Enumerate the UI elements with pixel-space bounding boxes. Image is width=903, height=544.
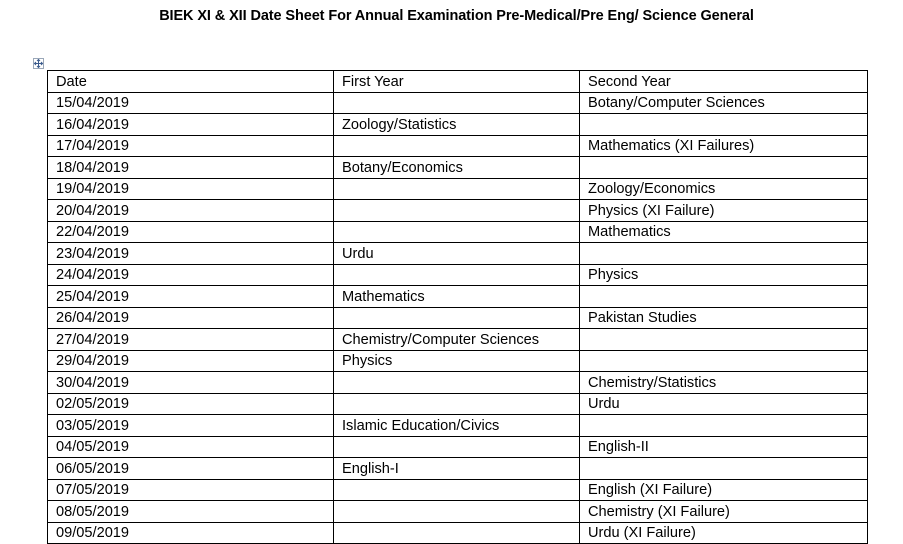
cell-date[interactable]: 04/05/2019 (48, 436, 334, 458)
cell-first-year[interactable] (334, 135, 580, 157)
date-sheet-table (47, 70, 868, 544)
cell-date[interactable]: 07/05/2019 (48, 479, 334, 501)
cell-second-year[interactable]: Mathematics (XI Failures) (580, 135, 868, 157)
table-row (48, 372, 868, 394)
cell-first-year[interactable]: Zoology/Statistics (334, 114, 580, 136)
cell-date[interactable]: 29/04/2019 (48, 350, 334, 372)
cell-second-year[interactable]: Chemistry/Statistics (580, 372, 868, 394)
table-row (48, 157, 868, 179)
cell-first-year[interactable]: Physics (334, 350, 580, 372)
table-row (48, 522, 868, 544)
cell-first-year[interactable] (334, 393, 580, 415)
cell-date[interactable]: 22/04/2019 (48, 221, 334, 243)
cell-date[interactable]: 24/04/2019 (48, 264, 334, 286)
table-row (48, 178, 868, 200)
cell-second-year[interactable] (580, 415, 868, 437)
cell-second-year[interactable]: Pakistan Studies (580, 307, 868, 329)
cell-second-year[interactable] (580, 350, 868, 372)
cell-first-year[interactable] (334, 436, 580, 458)
cell-date[interactable]: 15/04/2019 (48, 92, 334, 114)
table-row (48, 479, 868, 501)
cell-date[interactable]: 26/04/2019 (48, 307, 334, 329)
cell-date[interactable]: 02/05/2019 (48, 393, 334, 415)
cell-date[interactable]: 20/04/2019 (48, 200, 334, 222)
cell-second-year[interactable]: Physics (580, 264, 868, 286)
table-row (48, 286, 868, 308)
cell-second-year[interactable] (580, 286, 868, 308)
cell-date[interactable]: 06/05/2019 (48, 458, 334, 480)
cell-first-year[interactable]: Islamic Education/Civics (334, 415, 580, 437)
table-row (48, 264, 868, 286)
cell-second-year[interactable] (580, 458, 868, 480)
cell-date[interactable]: 18/04/2019 (48, 157, 334, 179)
table-row (48, 350, 868, 372)
table-row (48, 200, 868, 222)
cell-first-year[interactable] (334, 522, 580, 544)
cell-second-year[interactable]: Physics (XI Failure) (580, 200, 868, 222)
cell-date[interactable]: 23/04/2019 (48, 243, 334, 265)
cell-second-year[interactable]: Botany/Computer Sciences (580, 92, 868, 114)
table-row (48, 135, 868, 157)
cell-date[interactable]: 30/04/2019 (48, 372, 334, 394)
cell-date[interactable]: 08/05/2019 (48, 501, 334, 523)
cell-first-year[interactable] (334, 92, 580, 114)
cell-second-year[interactable]: Urdu (580, 393, 868, 415)
header-second-year[interactable]: Second Year (580, 71, 868, 93)
cell-date[interactable]: 19/04/2019 (48, 178, 334, 200)
cell-first-year[interactable]: English-I (334, 458, 580, 480)
cell-first-year[interactable] (334, 264, 580, 286)
cell-first-year[interactable] (334, 178, 580, 200)
cell-second-year[interactable] (580, 157, 868, 179)
cell-first-year[interactable] (334, 372, 580, 394)
cell-first-year[interactable]: Botany/Economics (334, 157, 580, 179)
cell-second-year[interactable]: Urdu (XI Failure) (580, 522, 868, 544)
table-row (48, 329, 868, 351)
header-date[interactable]: Date (48, 71, 334, 93)
cell-date[interactable]: 09/05/2019 (48, 522, 334, 544)
cell-second-year[interactable]: Zoology/Economics (580, 178, 868, 200)
page-title: BIEK XI & XII Date Sheet For Annual Examination Pre-Medical/Pre Eng/ Science General (159, 8, 754, 24)
move-handle-icon (34, 59, 43, 68)
table-row (48, 436, 868, 458)
cell-second-year[interactable]: Mathematics (580, 221, 868, 243)
cell-date[interactable]: 25/04/2019 (48, 286, 334, 308)
cell-second-year[interactable] (580, 243, 868, 265)
cell-date[interactable]: 03/05/2019 (48, 415, 334, 437)
cell-second-year[interactable]: English (XI Failure) (580, 479, 868, 501)
table-row (48, 307, 868, 329)
cell-first-year[interactable]: Mathematics (334, 286, 580, 308)
cell-date[interactable]: 16/04/2019 (48, 114, 334, 136)
table-row (48, 114, 868, 136)
cell-first-year[interactable] (334, 307, 580, 329)
table-row (48, 393, 868, 415)
cell-date[interactable]: 27/04/2019 (48, 329, 334, 351)
table-row (48, 92, 868, 114)
cell-second-year[interactable] (580, 114, 868, 136)
cell-date[interactable]: 17/04/2019 (48, 135, 334, 157)
cell-first-year[interactable] (334, 221, 580, 243)
table-row (48, 458, 868, 480)
cell-second-year[interactable] (580, 329, 868, 351)
cell-second-year[interactable]: English-II (580, 436, 868, 458)
table-row (48, 221, 868, 243)
cell-first-year[interactable]: Chemistry/Computer Sciences (334, 329, 580, 351)
cell-first-year[interactable]: Urdu (334, 243, 580, 265)
header-first-year[interactable]: First Year (334, 71, 580, 93)
table-move-handle[interactable] (33, 58, 44, 69)
table-header-row (48, 71, 868, 93)
table-row (48, 501, 868, 523)
table-row (48, 415, 868, 437)
table-row (48, 243, 868, 265)
cell-first-year[interactable] (334, 501, 580, 523)
cell-first-year[interactable] (334, 479, 580, 501)
cell-first-year[interactable] (334, 200, 580, 222)
cell-second-year[interactable]: Chemistry (XI Failure) (580, 501, 868, 523)
